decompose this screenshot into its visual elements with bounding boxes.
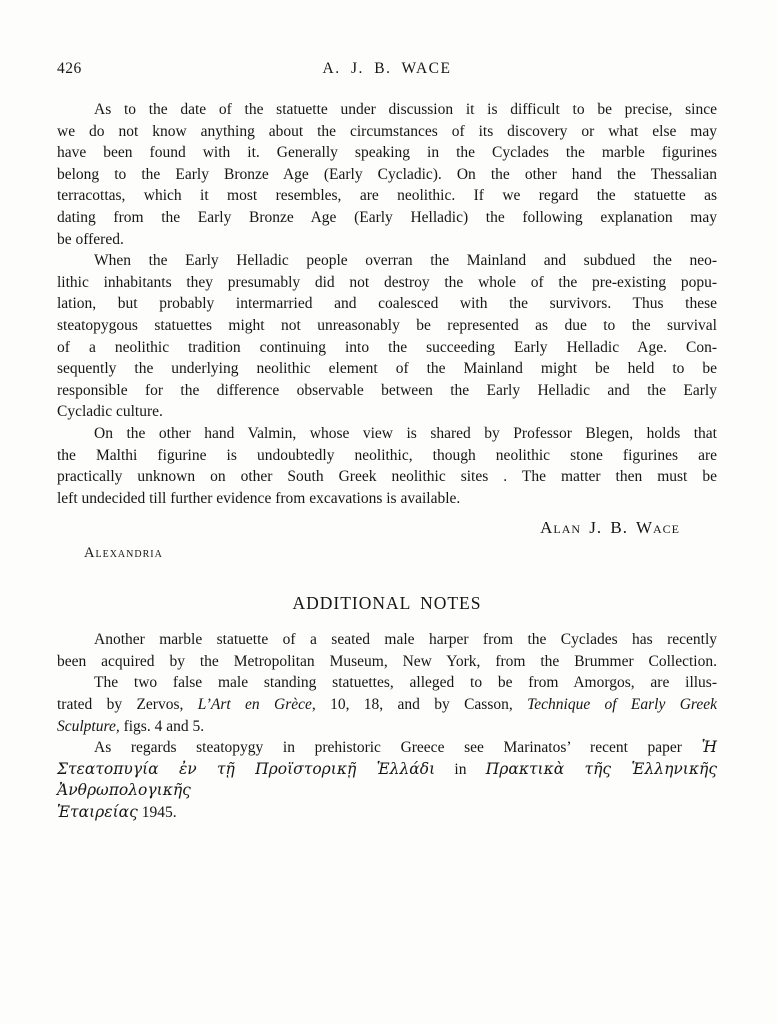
page-header <box>57 60 717 80</box>
additional-notes-body <box>57 629 717 823</box>
text-line: On the other hand Valmin, whose view is shared by Professor Blegen, holds that <box>94 424 717 442</box>
text-line: lithic inhabitants they presumably did not destroy the whole of the pre-existing popu- <box>57 273 717 291</box>
greek-text-segment: Στεατοπυγία ἐν τῇ Προϊστορικῇ Ἑλλάδι <box>57 759 436 778</box>
text-line: terracottas, which it most resembles, are neolithic. If we regard the statuette as <box>57 187 717 205</box>
text-line: have been found with it. Generally speaking in the Cyclades the marble figurines <box>57 144 717 162</box>
text-line: practically unknown on other South Greek neolithic sites . The matter then must be <box>57 468 717 486</box>
text-line: we do not know anything about the circumstances of its discovery or what else may <box>57 122 717 140</box>
text-line: be offered. <box>57 230 124 248</box>
text-segment: 1945. <box>137 804 177 822</box>
text-segment: As regards steatopygy in prehistoric Greece see Marinatos’ recent paper <box>94 739 702 757</box>
text-line: Another marble statuette of a seated male harper from the Cyclades has recently <box>94 631 717 649</box>
text-line <box>57 716 717 738</box>
text-line: dating from the Early Bronze Age (Early Helladic) the following explanation may <box>57 208 717 226</box>
text-line <box>57 694 717 716</box>
italic-text-segment: Technique of Early Greek <box>527 696 717 714</box>
italic-text-segment: L’Art en Grèce <box>197 696 312 714</box>
text-line: steatopygous statuettes might not unreasonably be represented as due to the survival <box>57 316 717 334</box>
text-segment: , 10, 18, and by Casson, <box>311 696 528 714</box>
paragraph <box>57 250 717 423</box>
section-heading: ADDITIONAL NOTES <box>292 593 482 614</box>
paragraph <box>57 737 717 823</box>
greek-text-segment: Ἑταιρείας <box>57 803 138 822</box>
page-number: 426 <box>57 60 82 77</box>
text-segment: figs. 4 and 5. <box>119 717 205 735</box>
text-line <box>57 737 717 759</box>
text-line: When the Early Helladic people overran the Mainland and subdued the neo- <box>94 252 717 270</box>
running-title: A. J. B. WACE <box>322 60 452 77</box>
text-line: the Malthi figurine is undoubtedly neolithic, though neolithic stone figurines are <box>57 446 717 464</box>
text-line: The two false male standing statuettes, alleged to be from Amorgos, are illus- <box>94 674 717 692</box>
text-line: left undecided till further evidence from excavations is available. <box>57 489 461 507</box>
paragraph <box>57 629 717 672</box>
greek-text-segment: Ἡ <box>701 738 717 757</box>
text-line: lation, but probably intermarried and coalesced with the survivors. Thus these <box>57 295 717 313</box>
text-line: Cycladic culture. <box>57 403 163 421</box>
text-line: responsible for the difference observable between the Early Helladic and the Early <box>57 381 717 399</box>
page-content <box>57 0 717 824</box>
article-body <box>57 99 717 509</box>
text-line: been acquired by the Metropolitan Museum, New York, from the Brummer Collection. <box>57 652 717 670</box>
paragraph <box>57 99 717 250</box>
author-location: Alexandria <box>84 545 163 562</box>
text-line: belong to the Early Bronze Age (Early Cycladic). On the other hand the Thessalian <box>57 165 717 183</box>
text-segment: trated by Zervos, <box>57 696 198 714</box>
text-segment: in <box>435 760 486 778</box>
greek-text-segment: Πρακτικὰ τῆς Ἑλληνικῆς Ἀνθρωπολογικῆς <box>57 759 718 800</box>
italic-text-segment: Sculpture, <box>57 717 120 735</box>
paragraph <box>57 672 717 737</box>
text-line <box>57 802 717 824</box>
text-line: As to the date of the statuette under discussion it is difficult to be precise, since <box>94 101 717 118</box>
paragraph <box>57 423 717 509</box>
text-line <box>57 759 717 802</box>
author-signature: Alan J. B. Wace <box>540 518 680 538</box>
text-line: of a neolithic tradition continuing into the succeeding Early Helladic Age. Con- <box>57 338 717 356</box>
text-line: sequently the underlying neolithic element of the Mainland might be held to be <box>57 360 717 378</box>
